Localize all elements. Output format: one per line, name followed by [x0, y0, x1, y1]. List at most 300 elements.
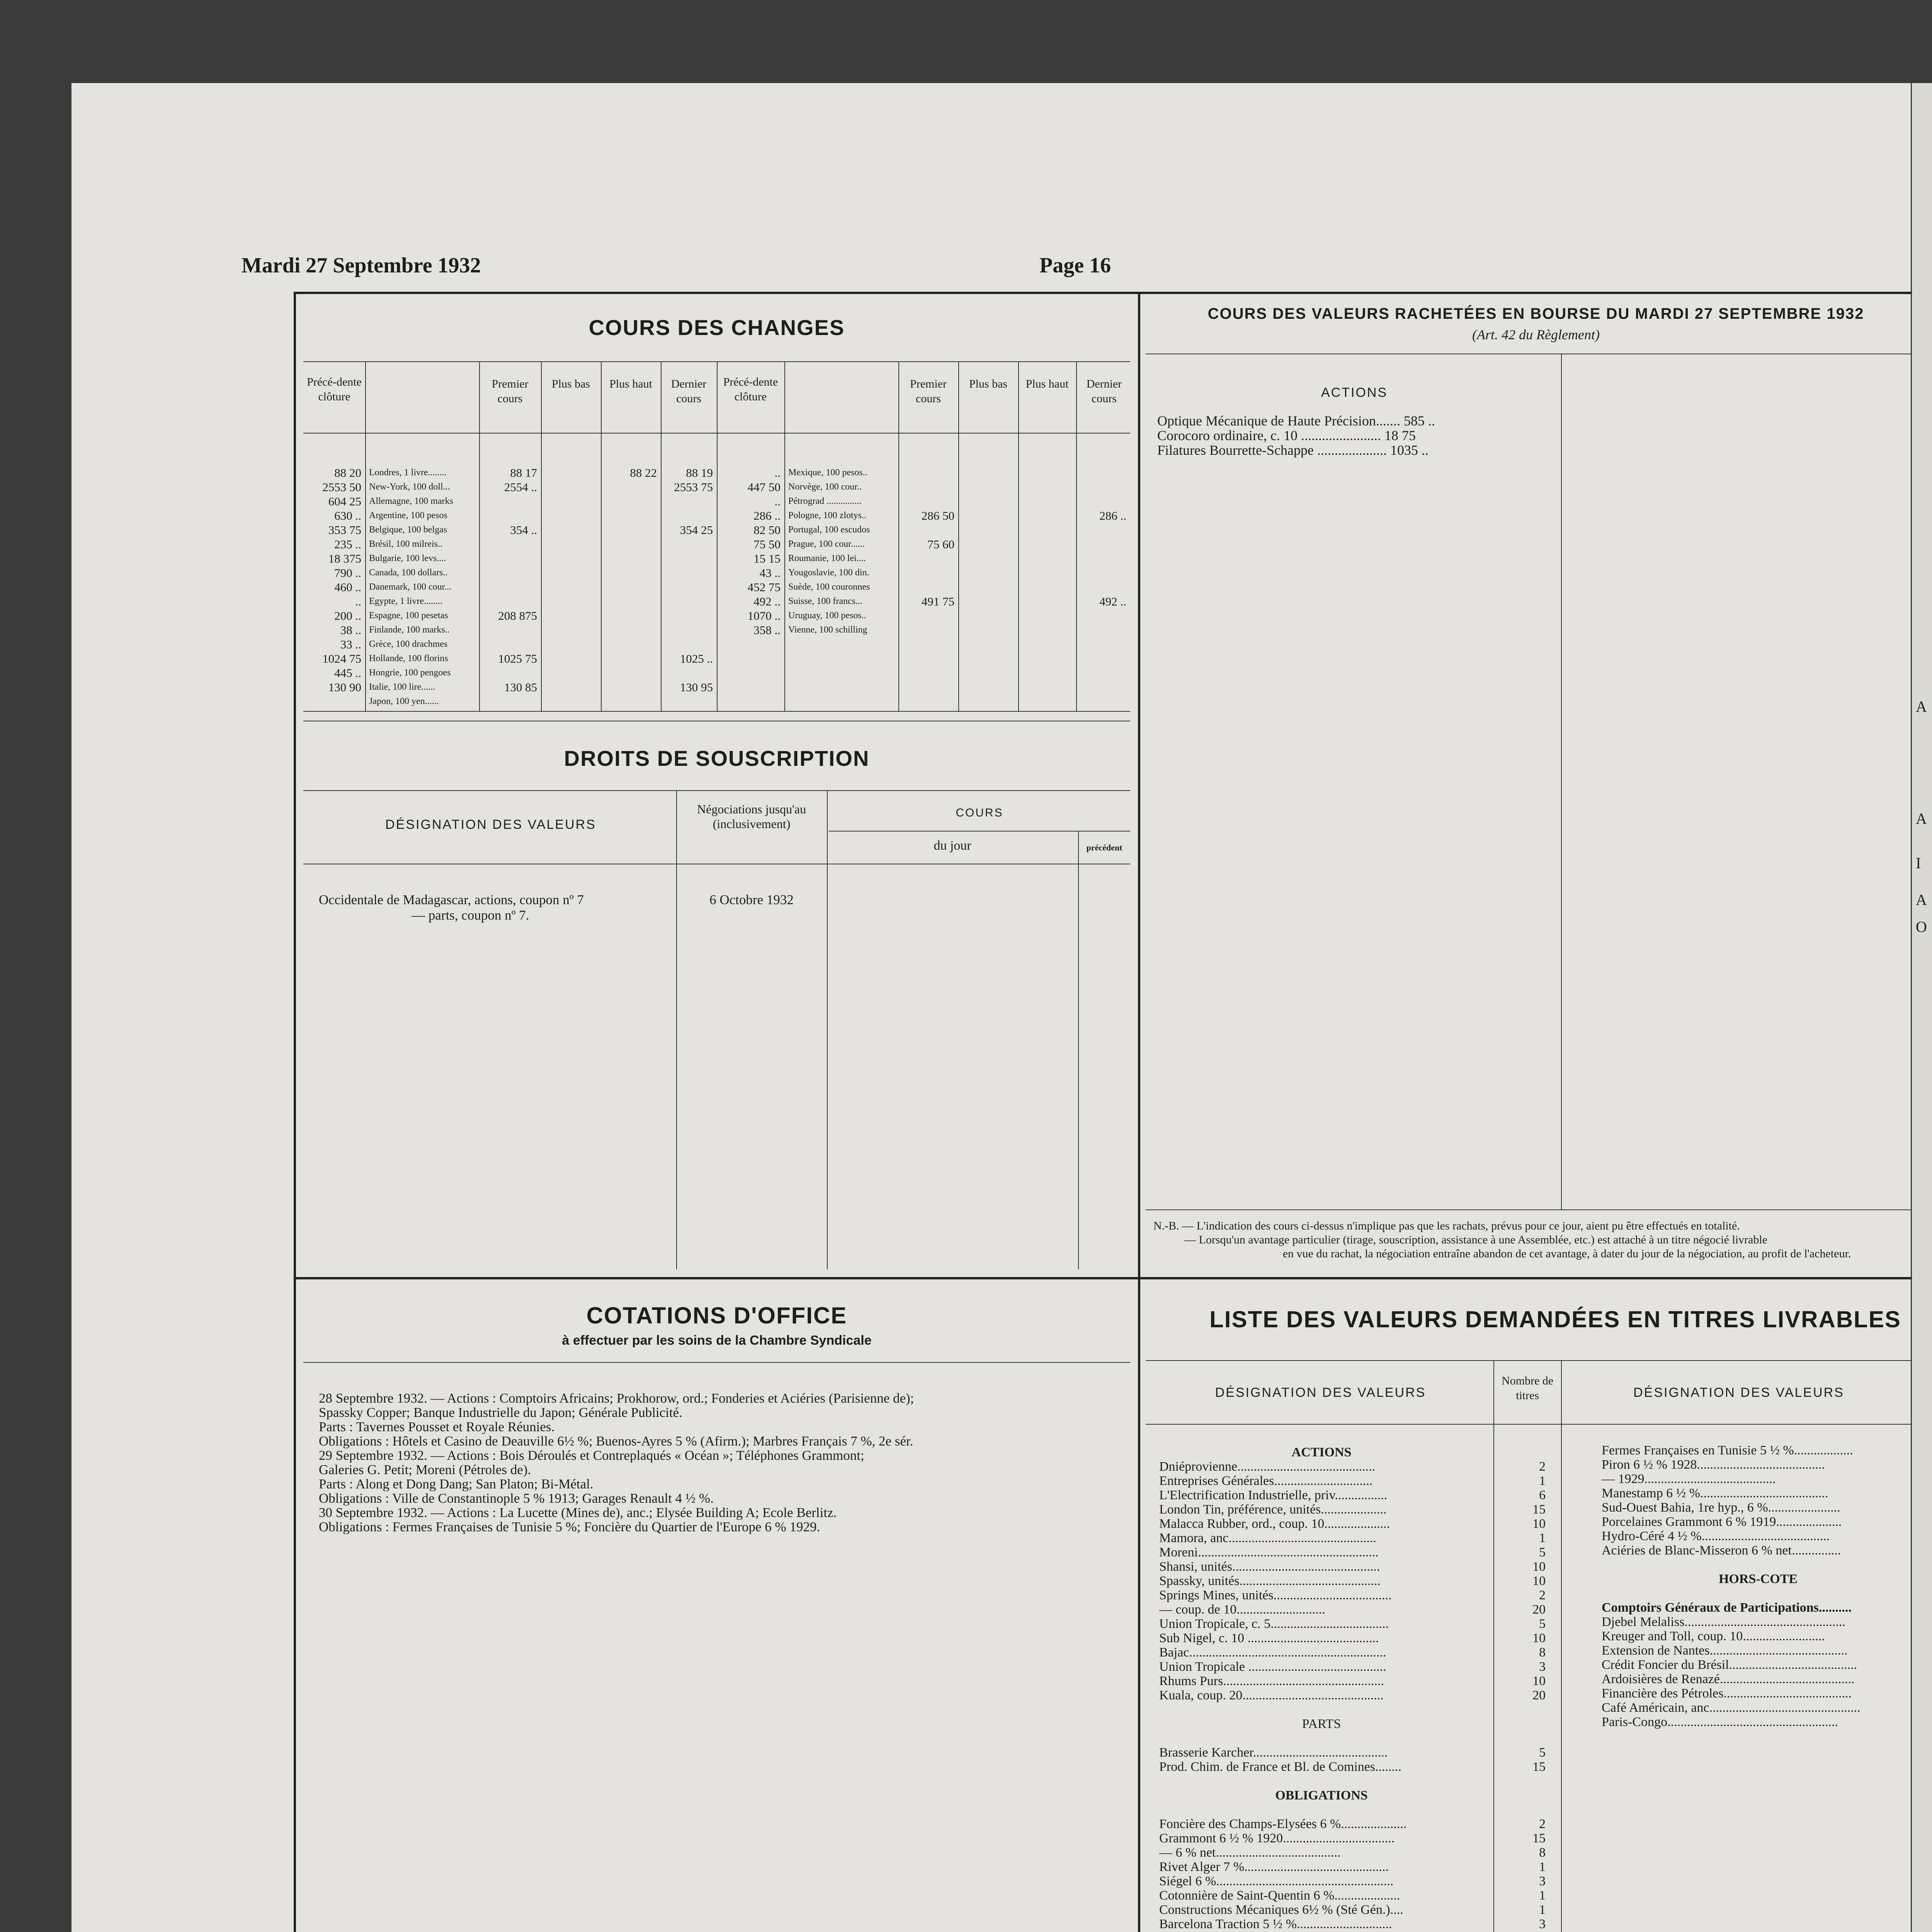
- col-dernier-2: Dernier cours: [1086, 378, 1122, 405]
- sous-empty-row: [1082, 923, 1128, 937]
- livrable-item: Siégel 6 %......................................................: [1159, 1874, 1394, 1888]
- change-prec-value: 130 90: [328, 680, 361, 694]
- change-haut-value: [603, 509, 657, 523]
- change-premier-value: [900, 566, 954, 580]
- change-premier-value: 354 ..: [510, 523, 537, 537]
- sous-h-nego: Négociations jusqu'au (inclusivement): [697, 802, 806, 831]
- adjacent-page-strip: [1912, 83, 1932, 1932]
- change-premier-value: [481, 551, 537, 566]
- livrable-item: [1159, 1803, 1484, 1817]
- change-dernier-value: [663, 494, 713, 509]
- change-prec-value: 15 15: [753, 552, 781, 565]
- livrable-count: 1: [1539, 1903, 1546, 1917]
- change-dernier-value: [1078, 480, 1126, 494]
- changes-title: COURS DES CHANGES: [588, 315, 845, 340]
- change-prec-value: 630 ..: [334, 509, 361, 522]
- sous-empty-row: [1082, 966, 1128, 980]
- livrable-item: Aciéries de Blanc-Misseron 6 % net...............: [1602, 1543, 1841, 1558]
- livrable-count: 1: [1539, 1888, 1546, 1903]
- livrable-item: [1159, 1774, 1484, 1788]
- livrable-count: 15: [1532, 1760, 1546, 1774]
- change-haut-value: [603, 609, 657, 623]
- livrable-item: Sud-Ouest Bahia, 1re hyp., 6 %......................: [1602, 1500, 1840, 1515]
- change-currency: Suède, 100 couronnes: [788, 582, 870, 592]
- change-premier-value: 1025 75: [498, 652, 537, 665]
- changes-left-haut: [603, 466, 657, 709]
- livrable-count: 15: [1532, 1502, 1546, 1517]
- sous-row-2: — parts, coupon nº 7.: [412, 908, 529, 923]
- livrable-count: 15: [1532, 1831, 1546, 1845]
- office-line: Parts : Tavernes Pousset et Royale Réunies.: [319, 1420, 555, 1434]
- livrable-count: 5: [1539, 1545, 1546, 1560]
- change-premier-value: [900, 609, 954, 623]
- change-premier-value: [900, 480, 954, 494]
- livrable-count: 10: [1532, 1674, 1546, 1688]
- change-dernier-value: [663, 666, 713, 680]
- livrable-item: Hydro-Céré 4 ½ %.......................................: [1602, 1529, 1830, 1543]
- office-line: Parts : Along et Dong Dang; San Platon; Bi-Métal.: [319, 1477, 594, 1491]
- change-dernier-value: [1078, 580, 1126, 594]
- changes-right-premier: [900, 466, 954, 637]
- col-haut: Plus haut: [609, 378, 652, 390]
- sous-empty-row: [835, 1080, 1074, 1095]
- livrable-count: 2: [1539, 1459, 1546, 1474]
- changes-right-prec: [719, 466, 781, 637]
- change-currency: Argentine, 100 pesos: [369, 510, 447, 520]
- change-haut-value: [603, 666, 657, 680]
- sous-empty-row: [1082, 1037, 1128, 1052]
- sous-empty-row: [835, 952, 1074, 966]
- livrable-item: PARTS: [1302, 1717, 1341, 1731]
- souscription-title: DROITS DE SOUSCRIPTION: [564, 746, 870, 770]
- change-premier-value: [900, 580, 954, 594]
- change-dernier-value: [1078, 523, 1126, 537]
- change-dernier-value: [1078, 609, 1126, 623]
- livrable-count: [1495, 1803, 1546, 1817]
- change-premier-value: [900, 623, 954, 637]
- office-title: COTATIONS D'OFFICE: [586, 1303, 847, 1328]
- livrable-item: Malacca Rubber, ord., coup. 10....................: [1159, 1517, 1390, 1531]
- sous-empty-row: [1082, 995, 1128, 1009]
- livrable-count: 3: [1539, 1660, 1546, 1674]
- change-haut-value: [603, 494, 657, 509]
- sous-h-cours: COURS: [956, 806, 1003, 819]
- change-currency: Portugal, 100 escudos: [788, 525, 870, 535]
- changes-left-premier: [481, 466, 537, 709]
- livrable-item: Brasserie Karcher.........................................: [1159, 1745, 1388, 1760]
- sous-h-prec: précédent: [1086, 843, 1122, 852]
- livrable-item: Rivet Alger 7 %............................................: [1159, 1860, 1389, 1874]
- livrable-item: [1159, 1731, 1484, 1745]
- sous-h-designation: DÉSIGNATION DES VALEURS: [385, 817, 596, 832]
- col-dernier: Dernier cours: [671, 378, 707, 405]
- change-prec-value: 492 ..: [753, 595, 781, 608]
- livrables-title: LISTE DES VALEURS DEMANDÉES EN TITRES LIVRABLES: [1209, 1306, 1901, 1332]
- change-haut-value: [603, 651, 657, 666]
- change-currency: Vienne, 100 schilling: [788, 625, 867, 635]
- livrable-item: Kuala, coup. 20...........................................: [1159, 1688, 1384, 1702]
- sous-empty-row: [835, 1109, 1074, 1123]
- livrable-count: 1: [1539, 1860, 1546, 1874]
- livrable-item: Spassky, unités...........................................: [1159, 1574, 1381, 1588]
- change-haut-value: [603, 537, 657, 551]
- livrable-item: Comptoirs Généraux de Participations..........: [1602, 1600, 1852, 1615]
- livrable-item: — coup. de 10...........................: [1159, 1602, 1325, 1617]
- strip-letter-5: O: [1916, 918, 1927, 935]
- livrable-item: Mamora, anc.............................................: [1159, 1531, 1376, 1545]
- livrable-item: Springs Mines, unités....................................: [1159, 1588, 1392, 1602]
- livrable-item: Prod. Chim. de France et Bl. de Comines........: [1159, 1760, 1402, 1774]
- change-dernier-value: [1078, 551, 1126, 566]
- livrable-item: Piron 6 ½ % 1928.......................................: [1602, 1458, 1825, 1472]
- change-prec-value: 75 50: [753, 537, 781, 551]
- livrable-item: Shansi, unités.............................................: [1159, 1560, 1380, 1574]
- office-line: Obligations : Ville de Constantinople 5 % 1913; Garages Renault 4 ½ %.: [319, 1491, 714, 1505]
- sous-dots-prev: [1082, 895, 1128, 1123]
- livrable-item: — 6 % net......................................: [1159, 1845, 1341, 1860]
- change-prec-value: 82 50: [753, 523, 781, 537]
- sous-empty-row: [1082, 1009, 1128, 1023]
- office-line: 28 Septembre 1932. — Actions : Comptoirs Africains; Prokhorow, ord.; Fonderies et Aciéries (Parisienne de);: [319, 1391, 914, 1405]
- rachetee-item: Optique Mécanique de Haute Précision....... 585 ..: [1157, 413, 1435, 428]
- change-prec-value: ..: [355, 595, 361, 608]
- livrable-count: [1495, 1731, 1546, 1745]
- change-dernier-value: [1078, 537, 1126, 551]
- change-dernier-value: 286 ..: [1099, 509, 1126, 522]
- change-dernier-value: [663, 537, 713, 551]
- change-premier-value: 286 50: [921, 509, 954, 522]
- livrable-count: 8: [1539, 1645, 1546, 1660]
- liv-h-designation-2: DÉSIGNATION DES VALEURS: [1633, 1385, 1844, 1400]
- change-dernier-value: [663, 694, 713, 709]
- change-dernier-value: 354 25: [680, 523, 713, 537]
- change-premier-value: 491 75: [921, 595, 954, 608]
- col-haut-2: Plus haut: [1026, 378, 1069, 390]
- change-dernier-value: [663, 580, 713, 594]
- livrable-count: 10: [1532, 1574, 1546, 1588]
- livrable-item: Fermes Françaises en Tunisie 5 ½ %..................: [1602, 1443, 1853, 1458]
- col-bas: Plus bas: [551, 378, 590, 390]
- livrable-count: 8: [1539, 1845, 1546, 1860]
- livrable-item: London Tin, préférence, unités....................: [1159, 1502, 1387, 1517]
- livrable-item: Sub Nigel, c. 10 ........................................: [1159, 1631, 1379, 1645]
- change-currency: Egypte, 1 livre........: [369, 596, 442, 606]
- strip-letter-1: A: [1916, 698, 1927, 715]
- livrable-item: Extension de Nantes..........................................: [1602, 1643, 1848, 1658]
- rachetees-title: COURS DES VALEURS RACHETÉES EN BOURSE DU MARDI 27 SEPTEMBRE 1932: [1208, 305, 1864, 322]
- sous-empty-row: [1082, 1095, 1128, 1109]
- change-premier-value: [481, 666, 537, 680]
- livrable-count: 10: [1532, 1560, 1546, 1574]
- change-currency: Hongrie, 100 pengoes: [369, 668, 451, 678]
- livrable-count: 6: [1539, 1488, 1546, 1502]
- sous-empty-row: [1082, 895, 1128, 909]
- livrable-item: Porcelaines Grammont 6 % 1919....................: [1602, 1515, 1842, 1529]
- sous-empty-row: [835, 909, 1074, 923]
- livrable-item: OBLIGATIONS: [1275, 1788, 1368, 1803]
- change-dernier-value: 130 95: [680, 680, 713, 694]
- change-premier-value: 2554 ..: [504, 480, 537, 494]
- livrable-count: 20: [1532, 1688, 1546, 1702]
- livrable-item: Cotonnière de Saint-Quentin 6 %....................: [1159, 1888, 1400, 1903]
- rachetees-subtitle: (Art. 42 du Règlement): [1472, 327, 1600, 342]
- change-prec-value: 447 50: [747, 480, 781, 494]
- office-line: 29 Septembre 1932. — Actions : Bois Déroulés et Contreplaqués « Océan »; Téléphones Grammont;: [319, 1448, 864, 1463]
- change-haut-value: [603, 623, 657, 637]
- change-dernier-value: 2553 75: [674, 480, 713, 494]
- change-premier-value: [900, 494, 954, 509]
- office-line: Spassky Copper; Banque Industrielle du Japon; Générale Publicité.: [319, 1405, 682, 1420]
- livrable-item: Moreni.......................................................: [1159, 1545, 1379, 1560]
- office-lines: [319, 1391, 1130, 1534]
- change-dernier-value: [663, 637, 713, 651]
- change-premier-value: [481, 537, 537, 551]
- change-prec-value: 38 ..: [340, 623, 361, 637]
- livrable-count: 1: [1539, 1474, 1546, 1488]
- change-prec-value: 1070 ..: [747, 609, 781, 622]
- change-premier-value: [481, 566, 537, 580]
- sous-empty-row: [835, 1066, 1074, 1080]
- col-bas-2: Plus bas: [969, 378, 1008, 390]
- livrable-count: 10: [1532, 1517, 1546, 1531]
- sous-empty-row: [1082, 1066, 1128, 1080]
- sous-empty-row: [1082, 909, 1128, 923]
- strip-letter-4: A: [1916, 891, 1927, 908]
- sous-empty-row: [835, 937, 1074, 952]
- livrable-count: 20: [1532, 1602, 1546, 1617]
- change-haut-value: [603, 480, 657, 494]
- office-line: 30 Septembre 1932. — Actions : La Lucette (Mines de), anc.; Elysée Building A; Ecole Berlitz.: [319, 1505, 837, 1520]
- change-haut-value: [603, 637, 657, 651]
- change-currency: Grèce, 100 drachmes: [369, 639, 448, 649]
- change-premier-value: [481, 594, 537, 609]
- livrable-item: Barcelona Traction 5 ½ %.............................: [1159, 1917, 1392, 1931]
- change-currency: Suisse, 100 francs...: [788, 596, 862, 606]
- livrable-item: Grammont 6 ½ % 1920..................................: [1159, 1831, 1395, 1845]
- livrable-count: 5: [1539, 1745, 1546, 1760]
- change-currency: Belgique, 100 belgas: [369, 525, 447, 535]
- sous-empty-row: [835, 966, 1074, 980]
- livrable-count: 3: [1539, 1874, 1546, 1888]
- livrables-col2-names: [1602, 1443, 1915, 1729]
- change-currency: Japon, 100 yen......: [369, 696, 439, 706]
- rachetees-items: [1157, 413, 1559, 457]
- sous-empty-row: [835, 923, 1074, 937]
- change-prec-value: 445 ..: [334, 666, 361, 680]
- change-currency: Prague, 100 cour......: [788, 539, 865, 549]
- change-prec-value: 33 ..: [340, 638, 361, 651]
- sous-row-1: Occidentale de Madagascar, actions, coupon nº 7: [319, 892, 584, 907]
- change-dernier-value: [663, 566, 713, 580]
- changes-left-prec: [303, 466, 361, 694]
- office-line: Obligations : Fermes Françaises de Tunisie 5 %; Foncière du Quartier de l'Europe 6 % 1929.: [319, 1520, 820, 1534]
- change-dernier-value: 88 19: [686, 466, 713, 480]
- livrable-count: 3: [1539, 1917, 1546, 1931]
- sous-empty-row: [835, 895, 1074, 909]
- livrable-item: L'Electrification Industrielle, priv................: [1159, 1488, 1388, 1502]
- changes-left-dernier: [663, 466, 713, 709]
- change-currency: Mexique, 100 pesos..: [788, 468, 867, 478]
- nb-line-2: — Lorsqu'un avantage particulier (tirage, souscription, assistance à une Assemblée, etc.) est attaché à un titre négocié livrable: [1184, 1233, 1768, 1246]
- change-currency: Yougoslavie, 100 din.: [788, 568, 869, 578]
- livrable-item: Dniéprovienne..........................................: [1159, 1459, 1376, 1474]
- livrable-count: 5: [1539, 1617, 1546, 1631]
- livrable-count: [1495, 1717, 1546, 1731]
- change-premier-value: [481, 494, 537, 509]
- change-haut-value: 88 22: [630, 466, 657, 480]
- sous-empty-row: [1082, 980, 1128, 995]
- change-dernier-value: [663, 509, 713, 523]
- change-dernier-value: [1078, 466, 1126, 480]
- col-prec: Précé-dente clôture: [307, 376, 362, 403]
- liv-h-designation: DÉSIGNATION DES VALEURS: [1215, 1385, 1426, 1400]
- change-prec-value: ..: [774, 466, 781, 480]
- change-premier-value: 130 85: [504, 680, 537, 694]
- change-premier-value: [481, 637, 537, 651]
- sous-empty-row: [835, 995, 1074, 1009]
- rachetee-item: Corocoro ordinaire, c. 10 ....................... 18 75: [1157, 428, 1416, 443]
- livrable-count: 2: [1539, 1817, 1546, 1831]
- change-currency: Pologne, 100 zlotys..: [788, 510, 866, 520]
- change-haut-value: [603, 580, 657, 594]
- change-dernier-value: [1078, 623, 1126, 637]
- change-currency: Espagne, 100 pesetas: [369, 611, 448, 621]
- livrable-item: ACTIONS: [1291, 1445, 1352, 1459]
- change-prec-value: 43 ..: [759, 566, 781, 580]
- change-premier-value: [900, 523, 954, 537]
- sous-empty-row: [835, 1095, 1074, 1109]
- sous-dots: [835, 895, 1074, 1123]
- livrables-col1-names: [1159, 1445, 1484, 1931]
- change-premier-value: [900, 551, 954, 566]
- changes-right-names: [788, 466, 898, 637]
- sous-empty-row: [835, 1009, 1074, 1023]
- change-haut-value: [603, 594, 657, 609]
- change-currency: Norvège, 100 cour..: [788, 482, 862, 492]
- livrable-count: [1495, 1774, 1546, 1788]
- change-currency: Finlande, 100 marks..: [369, 625, 450, 635]
- change-dernier-value: [663, 623, 713, 637]
- livrable-item: Financière des Pétroles.......................................: [1602, 1686, 1852, 1701]
- office-line: Obligations : Hôtels et Casino de Deauville 6½ %; Buenos-Ayres 5 % (Afirm.); Marbres Français 7 %, 2e sér.: [319, 1434, 913, 1448]
- change-dernier-value: [1078, 494, 1126, 509]
- change-currency: Allemagne, 100 marks: [369, 496, 453, 506]
- office-line: Galeries G. Petit; Moreni (Pétroles de).: [319, 1463, 531, 1477]
- livrable-item: Union Tropicale, c. 5....................................: [1159, 1617, 1389, 1631]
- livrable-item: Ardoisières de Renazé.........................................: [1602, 1672, 1855, 1686]
- col-prec-2: Précé-dente clôture: [723, 376, 778, 403]
- sous-empty-row: [1082, 1080, 1128, 1095]
- livrable-count: 1: [1539, 1531, 1546, 1545]
- sous-empty-row: [835, 1052, 1074, 1066]
- change-haut-value: [603, 694, 657, 709]
- livrable-count: [1495, 1445, 1546, 1459]
- change-prec-value: 604 25: [328, 495, 361, 508]
- change-currency: Bulgarie, 100 levs....: [369, 553, 446, 563]
- change-premier-value: [481, 694, 537, 709]
- livrable-item: Café Américain, anc..............................................: [1602, 1701, 1861, 1715]
- livrable-item: — 1929........................................: [1602, 1472, 1776, 1486]
- livrables-col1-counts: [1495, 1445, 1546, 1931]
- livrable-item: Djebel Melaliss.................................................: [1602, 1615, 1845, 1629]
- change-prec-value: 790 ..: [334, 566, 361, 580]
- change-dernier-value: 492 ..: [1099, 595, 1126, 608]
- change-currency: Uruguay, 100 pesos..: [788, 611, 866, 621]
- changes-left-names: [369, 466, 479, 709]
- change-dernier-value: [663, 594, 713, 609]
- strip-letter-3: I: [1916, 854, 1921, 872]
- header-page: Page 16: [1039, 253, 1111, 277]
- sous-date: 6 Octobre 1932: [709, 892, 794, 907]
- livrable-item: Foncière des Champs-Elysées 6 %....................: [1159, 1817, 1407, 1831]
- change-prec-value: ..: [774, 495, 781, 508]
- rachetee-item: Filatures Bourrette-Schappe .................... 1035 ..: [1157, 443, 1429, 457]
- livrable-item: Paris-Congo....................................................: [1602, 1715, 1838, 1729]
- header-date: Mardi 27 Septembre 1932: [242, 253, 481, 277]
- livrable-item: Union Tropicale ..........................................: [1159, 1660, 1386, 1674]
- liv-h-nombre: Nombre de titres: [1501, 1374, 1554, 1402]
- livrable-item: [1602, 1558, 1915, 1572]
- sous-empty-row: [1082, 1109, 1128, 1123]
- rachetees-section-title: ACTIONS: [1321, 385, 1388, 400]
- change-prec-value: 235 ..: [334, 537, 361, 551]
- livrable-item: Kreuger and Toll, coup. 10.........................: [1602, 1629, 1825, 1643]
- livrable-count: 2: [1539, 1588, 1546, 1602]
- change-premier-value: [481, 623, 537, 637]
- change-dernier-value: [663, 609, 713, 623]
- livrable-item: Constructions Mécaniques 6½ % (Sté Gén.)....: [1159, 1903, 1403, 1917]
- livrable-item: Crédit Foncier du Brésil.......................................: [1602, 1658, 1857, 1672]
- change-premier-value: 88 17: [510, 466, 537, 480]
- change-currency: Canada, 100 dollars..: [369, 568, 448, 578]
- change-premier-value: 75 60: [927, 537, 954, 551]
- livrable-item: [1159, 1702, 1484, 1717]
- change-currency: Italie, 100 lire......: [369, 682, 435, 692]
- change-premier-value: [900, 466, 954, 480]
- newspaper-page: [71, 83, 1911, 1932]
- livrable-count: [1495, 1702, 1546, 1717]
- sous-empty-row: [1082, 952, 1128, 966]
- office-subtitle: à effectuer par les soins de la Chambre Syndicale: [562, 1333, 872, 1348]
- change-haut-value: [603, 551, 657, 566]
- nb-line-3: en vue du rachat, la négociation entraîne abandon de cet avantage, à dater du jour de la négociation, au profit de l'acheteur.: [1282, 1247, 1851, 1260]
- change-haut-value: [603, 566, 657, 580]
- change-currency: Londres, 1 livre........: [369, 468, 447, 478]
- livrable-item: Entreprises Générales..............................: [1159, 1474, 1373, 1488]
- change-currency: Hollande, 100 florins: [369, 653, 448, 663]
- change-currency: Danemark, 100 cour...: [369, 582, 452, 592]
- sous-empty-row: [1082, 1023, 1128, 1037]
- change-prec-value: 286 ..: [753, 509, 781, 522]
- livrable-count: 10: [1532, 1631, 1546, 1645]
- sous-empty-row: [1082, 1052, 1128, 1066]
- change-currency: Roumanie, 100 lei....: [788, 553, 866, 563]
- livrable-item: Manestamp 6 ½ %.......................................: [1602, 1486, 1828, 1500]
- livrable-item: Bajac............................................................: [1159, 1645, 1386, 1660]
- livrable-item: [1602, 1586, 1915, 1600]
- sous-empty-row: [835, 1037, 1074, 1052]
- change-premier-value: [481, 509, 537, 523]
- strip-letter-2: A: [1916, 810, 1927, 827]
- change-prec-value: 353 75: [328, 523, 361, 537]
- change-dernier-value: 1025 ..: [680, 652, 713, 665]
- change-prec-value: 358 ..: [753, 623, 781, 637]
- change-haut-value: [603, 680, 657, 694]
- change-currency: Pétrograd ...............: [788, 496, 862, 506]
- change-haut-value: [603, 523, 657, 537]
- change-premier-value: 208 875: [498, 609, 537, 622]
- change-currency: Brésil, 100 milreis..: [369, 539, 442, 549]
